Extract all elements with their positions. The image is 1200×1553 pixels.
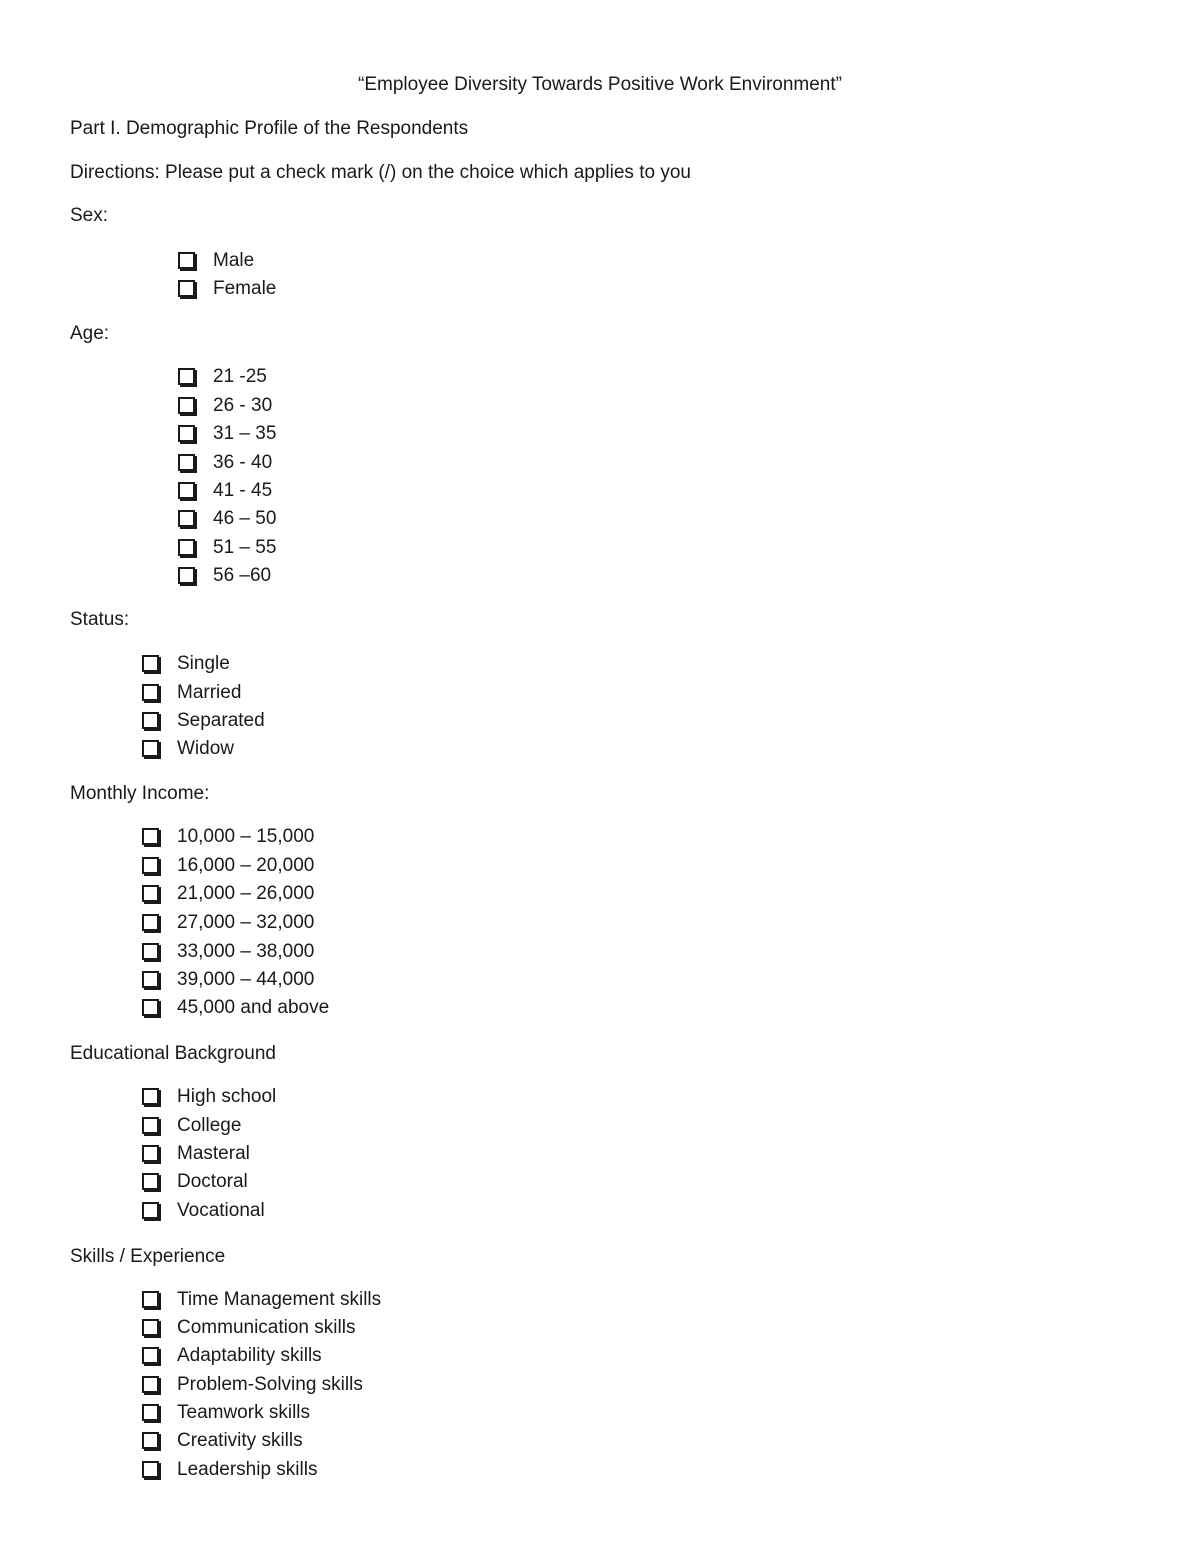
option-label: Vocational <box>177 1200 265 1221</box>
checkbox-icon[interactable] <box>142 1404 159 1421</box>
option-label: 56 –60 <box>213 565 272 586</box>
option-label: 27,000 – 32,000 <box>177 912 315 933</box>
option-label: 46 – 50 <box>213 508 277 529</box>
section-heading-skills: Skills / Experience <box>70 1246 226 1267</box>
checkbox-icon[interactable] <box>142 1145 159 1162</box>
section-heading-age: Age: <box>70 323 110 344</box>
option-label: 45,000 and above <box>177 997 330 1018</box>
option-label: Leadership skills <box>177 1459 318 1480</box>
option-label: Single <box>177 653 230 674</box>
checkbox-icon[interactable] <box>178 539 195 556</box>
checkbox-icon[interactable] <box>142 740 159 757</box>
option-label: Separated <box>177 710 265 731</box>
option-label: Creativity skills <box>177 1430 303 1451</box>
option-label: 31 – 35 <box>213 423 277 444</box>
checkbox-icon[interactable] <box>178 510 195 527</box>
option-label: 21,000 – 26,000 <box>177 883 315 904</box>
checkbox-icon[interactable] <box>142 1088 159 1105</box>
option-label: Married <box>177 682 242 703</box>
option-label: Teamwork skills <box>177 1402 311 1423</box>
option-label: Female <box>213 278 277 299</box>
checkbox-icon[interactable] <box>142 1461 159 1478</box>
checkbox-icon[interactable] <box>142 1173 159 1190</box>
option-label: Male <box>213 250 255 271</box>
checkbox-icon[interactable] <box>142 1202 159 1219</box>
checkbox-icon[interactable] <box>178 567 195 584</box>
option-label: 16,000 – 20,000 <box>177 855 315 876</box>
checkbox-icon[interactable] <box>142 1376 159 1393</box>
checkbox-icon[interactable] <box>142 712 159 729</box>
checkbox-icon[interactable] <box>178 454 195 471</box>
checkbox-icon[interactable] <box>142 885 159 902</box>
checkbox-icon[interactable] <box>142 857 159 874</box>
checkbox-icon[interactable] <box>178 397 195 414</box>
option-label: Widow <box>177 738 235 759</box>
checkbox-icon[interactable] <box>142 1432 159 1449</box>
checkbox-icon[interactable] <box>142 943 159 960</box>
checkbox-icon[interactable] <box>178 368 195 385</box>
checkbox-icon[interactable] <box>142 1347 159 1364</box>
option-label: 51 – 55 <box>213 537 277 558</box>
checkbox-icon[interactable] <box>178 425 195 442</box>
checkbox-icon[interactable] <box>142 1319 159 1336</box>
option-label: 36 - 40 <box>213 452 273 473</box>
option-label: 26 - 30 <box>213 395 273 416</box>
checkbox-icon[interactable] <box>142 655 159 672</box>
checkbox-icon[interactable] <box>142 828 159 845</box>
checkbox-icon[interactable] <box>142 1291 159 1308</box>
checkbox-icon[interactable] <box>178 252 195 269</box>
checkbox-icon[interactable] <box>142 999 159 1016</box>
option-label: 41 - 45 <box>213 480 273 501</box>
part-heading: Part I. Demographic Profile of the Respondents <box>70 118 469 139</box>
option-label: Doctoral <box>177 1171 248 1192</box>
option-label: Adaptability skills <box>177 1345 322 1366</box>
checkbox-icon[interactable] <box>142 971 159 988</box>
option-label: 33,000 – 38,000 <box>177 941 315 962</box>
section-heading-status: Status: <box>70 609 130 630</box>
checkbox-icon[interactable] <box>142 1117 159 1134</box>
section-heading-education: Educational Background <box>70 1043 276 1064</box>
checkbox-icon[interactable] <box>142 684 159 701</box>
option-label: High school <box>177 1086 277 1107</box>
checkbox-icon[interactable] <box>178 482 195 499</box>
option-label: Time Management skills <box>177 1289 382 1310</box>
checkbox-icon[interactable] <box>178 280 195 297</box>
section-heading-sex: Sex: <box>70 205 109 226</box>
option-label: Problem-Solving skills <box>177 1374 363 1395</box>
option-label: 21 -25 <box>213 366 267 387</box>
option-label: 10,000 – 15,000 <box>177 826 315 847</box>
option-label: 39,000 – 44,000 <box>177 969 315 990</box>
option-label: Masteral <box>177 1143 250 1164</box>
option-label: College <box>177 1115 242 1136</box>
option-label: Communication skills <box>177 1317 356 1338</box>
document-title: “Employee Diversity Towards Positive Work Environment” <box>358 74 842 95</box>
section-heading-income: Monthly Income: <box>70 783 210 804</box>
checkbox-icon[interactable] <box>142 914 159 931</box>
directions-text: Directions: Please put a check mark (/) on the choice which applies to you <box>70 162 691 183</box>
